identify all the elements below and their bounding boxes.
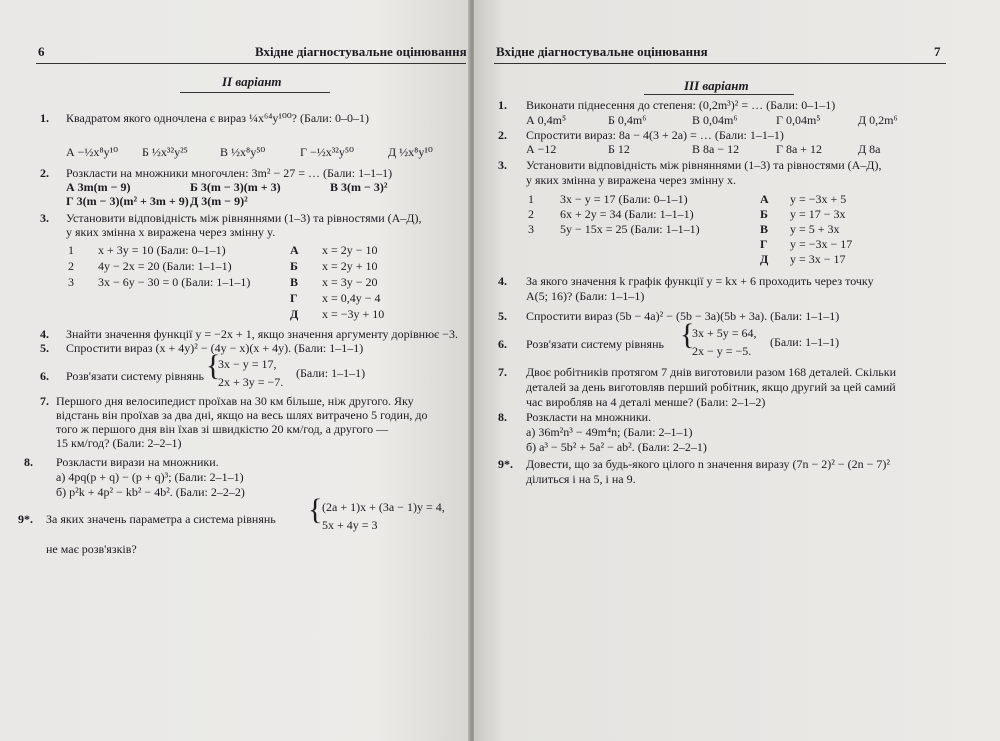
question-text: Двоє робітників протягом 7 днів виготовили разом 168 деталей. Скільки xyxy=(526,365,897,379)
answer-option: Д ½x⁸y¹⁰ xyxy=(388,145,433,159)
answer-option: Д 3(m − 9)² xyxy=(190,194,248,208)
answer-option: Д 0,2m⁶ xyxy=(858,113,898,127)
system-equation: 2x − y = −5. xyxy=(692,344,752,358)
question-number: 2. xyxy=(498,128,507,142)
question-number: 8. xyxy=(498,410,507,424)
system-brace: { xyxy=(206,349,221,382)
system-equation: 2x + 3y = −7. xyxy=(218,375,284,389)
equation: x + 3y = 10 (Бали: 0–1–1) xyxy=(98,243,226,257)
question-text: Установити відповідність між рівняннями (1–3) та рівностями (А–Д), xyxy=(526,158,882,172)
header-rule xyxy=(36,63,466,64)
equation-number: 3 xyxy=(528,222,534,236)
running-header-right: Вхідне діагностувальне оцінювання xyxy=(496,44,708,59)
answer-option: В 0,04m⁶ xyxy=(692,113,738,127)
answer-letter: Б xyxy=(760,207,768,221)
question-text: 15 км/год? (Бали: 2–2–1) xyxy=(56,436,182,450)
score: (Бали: 1–1–1) xyxy=(770,335,840,349)
variant-title: III варіант xyxy=(684,78,749,93)
answer-letter: А xyxy=(760,192,769,206)
question-text: За яких значень параметра a система рівнянь xyxy=(46,512,276,526)
answer-option: Г −½x³²y⁵⁰ xyxy=(300,145,354,159)
question-text: Розв'язати систему рівнянь xyxy=(66,369,204,383)
question-number: 1. xyxy=(40,111,49,125)
question-text: Установити відповідність між рівняннями (1–3) та рівностями (А–Д), xyxy=(66,211,422,225)
variant-rule xyxy=(644,94,794,95)
equation: 6x + 2y = 34 (Бали: 1–1–1) xyxy=(560,207,694,221)
equation: 3x − y = 17 (Бали: 0–1–1) xyxy=(560,192,688,206)
equation-number: 3 xyxy=(68,275,74,289)
subquestion: б) a³ − 5b² + 5a² − ab². (Бали: 2–2–1) xyxy=(526,440,707,454)
answer-letter: Д xyxy=(290,307,299,321)
question-text: Спростити вираз (5b − 4a)² − (5b − 3a)(5b + 3a). (Бали: 1–1–1) xyxy=(526,309,840,323)
question-text: не має розв'язків? xyxy=(46,542,137,556)
answer-option: Д 8a xyxy=(858,142,881,156)
question-text: Розкласти на множники. xyxy=(526,410,652,424)
header-rule xyxy=(494,63,946,64)
answer-equation: y = −3x + 5 xyxy=(790,192,847,206)
system-brace: { xyxy=(308,493,323,526)
answer-letter: Б xyxy=(290,259,298,273)
answer-option: В 8a − 12 xyxy=(692,142,740,156)
question-text: у яких змінна y виражена через змінну x. xyxy=(526,173,736,187)
question-number: 6. xyxy=(498,337,507,351)
question-number: 5. xyxy=(498,309,507,323)
question-number: 7. xyxy=(40,394,49,408)
question-number: 2. xyxy=(40,166,49,180)
question-text: За якого значення k графік функції y = kx + 6 проходить через точку xyxy=(526,274,874,288)
question-number: 6. xyxy=(40,369,49,383)
answer-equation: y = 17 − 3x xyxy=(790,207,846,221)
equation: 4y − 2x = 20 (Бали: 1–1–1) xyxy=(98,259,232,273)
system-equation: (2a + 1)x + (3a − 1)y = 4, xyxy=(322,500,445,514)
question-number: 5. xyxy=(40,341,49,355)
answer-letter: Г xyxy=(290,291,298,305)
equation-number: 1 xyxy=(68,243,74,257)
running-header-left: Вхідне діагностувальне оцінювання xyxy=(255,44,467,59)
answer-option: Г 3(m − 3)(m² + 3m + 9) xyxy=(66,194,189,208)
question-text: час виробляв на 4 деталі менше? (Бали: 2–1–2) xyxy=(526,395,766,409)
answer-option: Б 3(m − 3)(m + 3) xyxy=(190,180,281,194)
equation: 3x − 6y − 30 = 0 (Бали: 1–1–1) xyxy=(98,275,251,289)
question-number: 9*. xyxy=(18,512,33,526)
question-text: Виконати піднесення до степеня: (0,2m³)² = … (Бали: 0–1–1) xyxy=(526,98,836,112)
answer-equation: y = 3x − 17 xyxy=(790,252,846,266)
page-number-right: 7 xyxy=(934,44,941,59)
answer-option: Б 0,4m⁶ xyxy=(608,113,647,127)
question-text: Першого дня велосипедист проїхав на 30 км більше, ніж другого. Яку xyxy=(56,394,414,408)
question-text: того ж першого дня він їхав зі швидкістю 20 км/год, а другого — xyxy=(56,422,389,436)
question-number: 3. xyxy=(498,158,507,172)
question-number: 4. xyxy=(40,327,49,341)
equation-number: 2 xyxy=(68,259,74,273)
system-brace: { xyxy=(680,318,695,351)
equation-number: 2 xyxy=(528,207,534,221)
question-text: деталей за день виготовляв перший робітник, якщо другий за цей самий xyxy=(526,380,896,394)
variant-title: II варіант xyxy=(222,74,282,89)
system-equation: 3x − y = 17, xyxy=(218,357,277,371)
answer-equation: y = −3x − 17 xyxy=(790,237,853,251)
question-text: Спростити вираз: 8a − 4(3 + 2a) = … (Бали: 1–1–1) xyxy=(526,128,784,142)
answer-option: В 3(m − 3)² xyxy=(330,180,388,194)
equation-number: 1 xyxy=(528,192,534,206)
question-text: ділиться і на 5, і на 9. xyxy=(526,472,636,486)
question-text: Розв'язати систему рівнянь xyxy=(526,337,664,351)
subquestion: б) p²k + 4p² − kb² − 4b². (Бали: 2–2–2) xyxy=(56,485,245,499)
question-number: 1. xyxy=(498,98,507,112)
answer-letter: В xyxy=(760,222,769,236)
question-text: Знайти значення функції y = −2x + 1, якщо значення аргументу дорівнює −3. xyxy=(66,327,458,341)
answer-equation: x = 3y − 20 xyxy=(322,275,378,289)
question-number: 3. xyxy=(40,211,49,225)
answer-letter: Г xyxy=(760,237,768,251)
answer-equation: y = 5 + 3x xyxy=(790,222,840,236)
system-equation: 5x + 4y = 3 xyxy=(322,518,378,532)
answer-equation: x = 2y + 10 xyxy=(322,259,378,273)
answer-letter: Д xyxy=(760,252,769,266)
equation: 5y − 15x = 25 (Бали: 1–1–1) xyxy=(560,222,700,236)
variant-rule xyxy=(180,92,330,93)
question-text: Квадратом якого одночлена є вираз ¼x⁶⁴y¹⁰⁰? (Бали: 0–0–1) xyxy=(66,111,370,125)
answer-option: Б 12 xyxy=(608,142,630,156)
answer-option: А −½x⁸y¹⁰ xyxy=(66,145,119,159)
score: (Бали: 1–1–1) xyxy=(296,366,366,380)
answer-option: А −12 xyxy=(526,142,557,156)
answer-equation: x = −3y + 10 xyxy=(322,307,385,321)
page-number-left: 6 xyxy=(38,44,45,59)
question-text: Довести, що за будь-якого цілого n значення виразу (7n − 2)² − (2n − 7)² xyxy=(526,457,891,471)
answer-equation: x = 0,4y − 4 xyxy=(322,291,381,305)
answer-equation: x = 2y − 10 xyxy=(322,243,378,257)
answer-option: А 3m(m − 9) xyxy=(66,180,131,194)
answer-option: А 0,4m⁵ xyxy=(526,113,567,127)
question-text: A(5; 16)? (Бали: 1–1–1) xyxy=(526,289,645,303)
question-number: 8. xyxy=(24,455,33,469)
question-number: 9*. xyxy=(498,457,513,471)
answer-option: Б ½x³²y²⁵ xyxy=(142,145,188,159)
system-equation: 3x + 5y = 64, xyxy=(692,326,757,340)
question-number: 7. xyxy=(498,365,507,379)
answer-letter: А xyxy=(290,243,299,257)
answer-letter: В xyxy=(290,275,299,289)
question-number: 4. xyxy=(498,274,507,288)
question-text: Розкласти вирази на множники. xyxy=(56,455,219,469)
question-text: Розкласти на множники многочлен: 3m² − 27 = … (Бали: 1–1–1) xyxy=(66,166,393,180)
question-text: у яких змінна x виражена через змінну y. xyxy=(66,225,276,239)
question-text: Спростити вираз (x + 4y)² − (4y − x)(x + 4y). (Бали: 1–1–1) xyxy=(66,341,364,355)
left-page xyxy=(0,0,470,741)
subquestion: а) 4pq(p + q) − (p + q)³; (Бали: 2–1–1) xyxy=(56,470,244,484)
subquestion: а) 36m²n³ − 49m⁴n; (Бали: 2–1–1) xyxy=(526,425,693,439)
answer-option: Г 0,04m⁵ xyxy=(776,113,821,127)
right-page xyxy=(474,0,1000,741)
answer-option: Г 8a + 12 xyxy=(776,142,823,156)
answer-option: В ½x⁸y⁵⁰ xyxy=(220,145,266,159)
question-text: відстань він проїхав за два дні, якщо на весь шлях витрачено 5 годин, до xyxy=(56,408,428,422)
